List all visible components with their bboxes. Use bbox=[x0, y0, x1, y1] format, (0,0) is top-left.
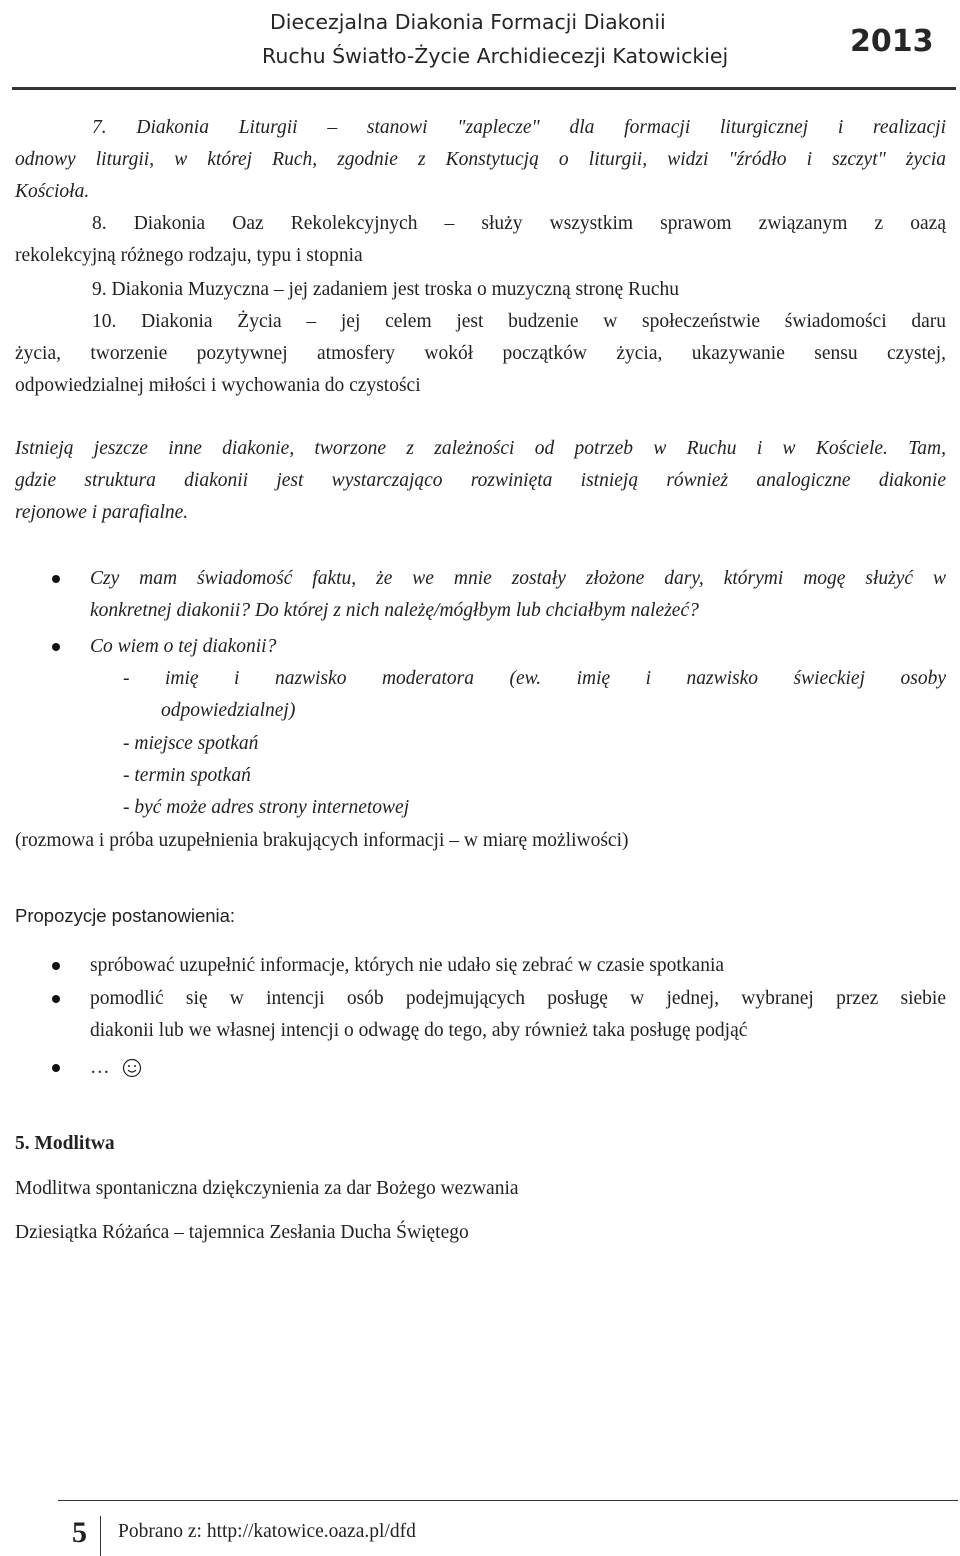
page-number: 5 bbox=[72, 1516, 87, 1549]
header-title-line1: Diecezjalna Diakonia Formacji Diakonii bbox=[270, 10, 666, 34]
list-item-7-line3: Kościoła. bbox=[15, 181, 90, 202]
list-item-8-line1: 8. Diakonia Oaz Rekolekcyjnych – służy wszystkim sprawom związanym z oazą bbox=[92, 213, 946, 234]
prayer-heading: 5. Modlitwa bbox=[15, 1133, 115, 1154]
footer-separator bbox=[100, 1516, 101, 1556]
footer-divider bbox=[58, 1500, 958, 1501]
question-2: Co wiem o tej diakonii? bbox=[90, 636, 277, 657]
proposal-2-line2: diakonii lub we własnej intencji o odwagę do tego, aby również taka posługę podjąć bbox=[90, 1020, 748, 1041]
question-1-line2: konkretnej diakonii? Do której z nich należę/mógłbym lub chciałbym należeć? bbox=[90, 600, 699, 621]
bullet-dot-icon bbox=[52, 575, 60, 583]
sub-item-1-line2: odpowiedzialnej) bbox=[161, 700, 296, 721]
list-item-10-line1: 10. Diakonia Życia – jej celem jest budzenie w społeczeństwie świadomości daru bbox=[92, 311, 946, 332]
header-title-line2: Ruchu Światło-Życie Archidiecezji Katowickiej bbox=[262, 44, 729, 68]
list-item-7-line2: odnowy liturgii, w której Ruch, zgodnie z Konstytucją o liturgii, widzi "źródło i szczyt" życia bbox=[15, 149, 946, 170]
bullet-dot-icon bbox=[52, 962, 60, 970]
sub-item-2: - miejsce spotkań bbox=[123, 733, 259, 754]
prayer-line-1: Modlitwa spontaniczna dziękczynienia za dar Bożego wezwania bbox=[15, 1178, 519, 1199]
list-item-7-line1: 7. Diakonia Liturgii – stanowi "zaplecze" dla formacji liturgicznej i realizacji bbox=[92, 117, 946, 138]
sub-item-1-line1: - imię i nazwisko moderatora (ew. imię i nazwisko świeckiej osoby bbox=[123, 668, 946, 689]
bullet-dot-icon bbox=[52, 1064, 60, 1072]
other-diakonie-para-line2: gdzie struktura diakonii jest wystarczająco rozwinięta istnieją również analogiczne diakonie bbox=[15, 470, 946, 491]
prayer-line-2: Dziesiątka Różańca – tajemnica Zesłania Ducha Świętego bbox=[15, 1222, 469, 1243]
list-item-10-line2: życia, tworzenie pozytywnej atmosfery wokół początków życia, ukazywanie sensu czystej, bbox=[15, 343, 946, 364]
discussion-note: (rozmowa i próba uzupełnienia brakujących informacji – w miarę możliwości) bbox=[15, 830, 629, 851]
list-item-10-line3: odpowiedzialnej miłości i wychowania do czystości bbox=[15, 375, 421, 396]
question-1-line1: Czy mam świadomość faktu, że we mnie zostały złożone dary, którymi mogę służyć w bbox=[90, 568, 946, 589]
sub-item-3: - termin spotkań bbox=[123, 765, 251, 786]
proposals-heading: Propozycje postanowienia: bbox=[15, 905, 236, 926]
bullet-dot-icon bbox=[52, 995, 60, 1003]
proposal-3-ellipsis: … bbox=[90, 1057, 110, 1078]
header-year: 2013 bbox=[850, 24, 934, 59]
bullet-dot-icon bbox=[52, 643, 60, 651]
sub-item-4: - być może adres strony internetowej bbox=[123, 797, 410, 818]
list-item-9: 9. Diakonia Muzyczna – jej zadaniem jest troska o muzyczną stronę Ruchu bbox=[92, 279, 679, 300]
header-divider bbox=[12, 87, 956, 90]
smiley-face-icon bbox=[122, 1058, 142, 1078]
other-diakonie-para-line3: rejonowe i parafialne. bbox=[15, 502, 189, 523]
proposal-2-line1: pomodlić się w intencji osób podejmujących posługę w jednej, wybranej przez siebie bbox=[90, 988, 946, 1009]
list-item-8-line2: rekolekcyjną różnego rodzaju, typu i stopnia bbox=[15, 245, 363, 266]
source-link[interactable]: Pobrano z: http://katowice.oaza.pl/dfd bbox=[118, 1521, 416, 1542]
proposal-1: spróbować uzupełnić informacje, których nie udało się zebrać w czasie spotkania bbox=[90, 955, 725, 976]
other-diakonie-para-line1: Istnieją jeszcze inne diakonie, tworzone z zależności od potrzeb w Ruchu i w Kościele. Tam, bbox=[15, 438, 946, 459]
